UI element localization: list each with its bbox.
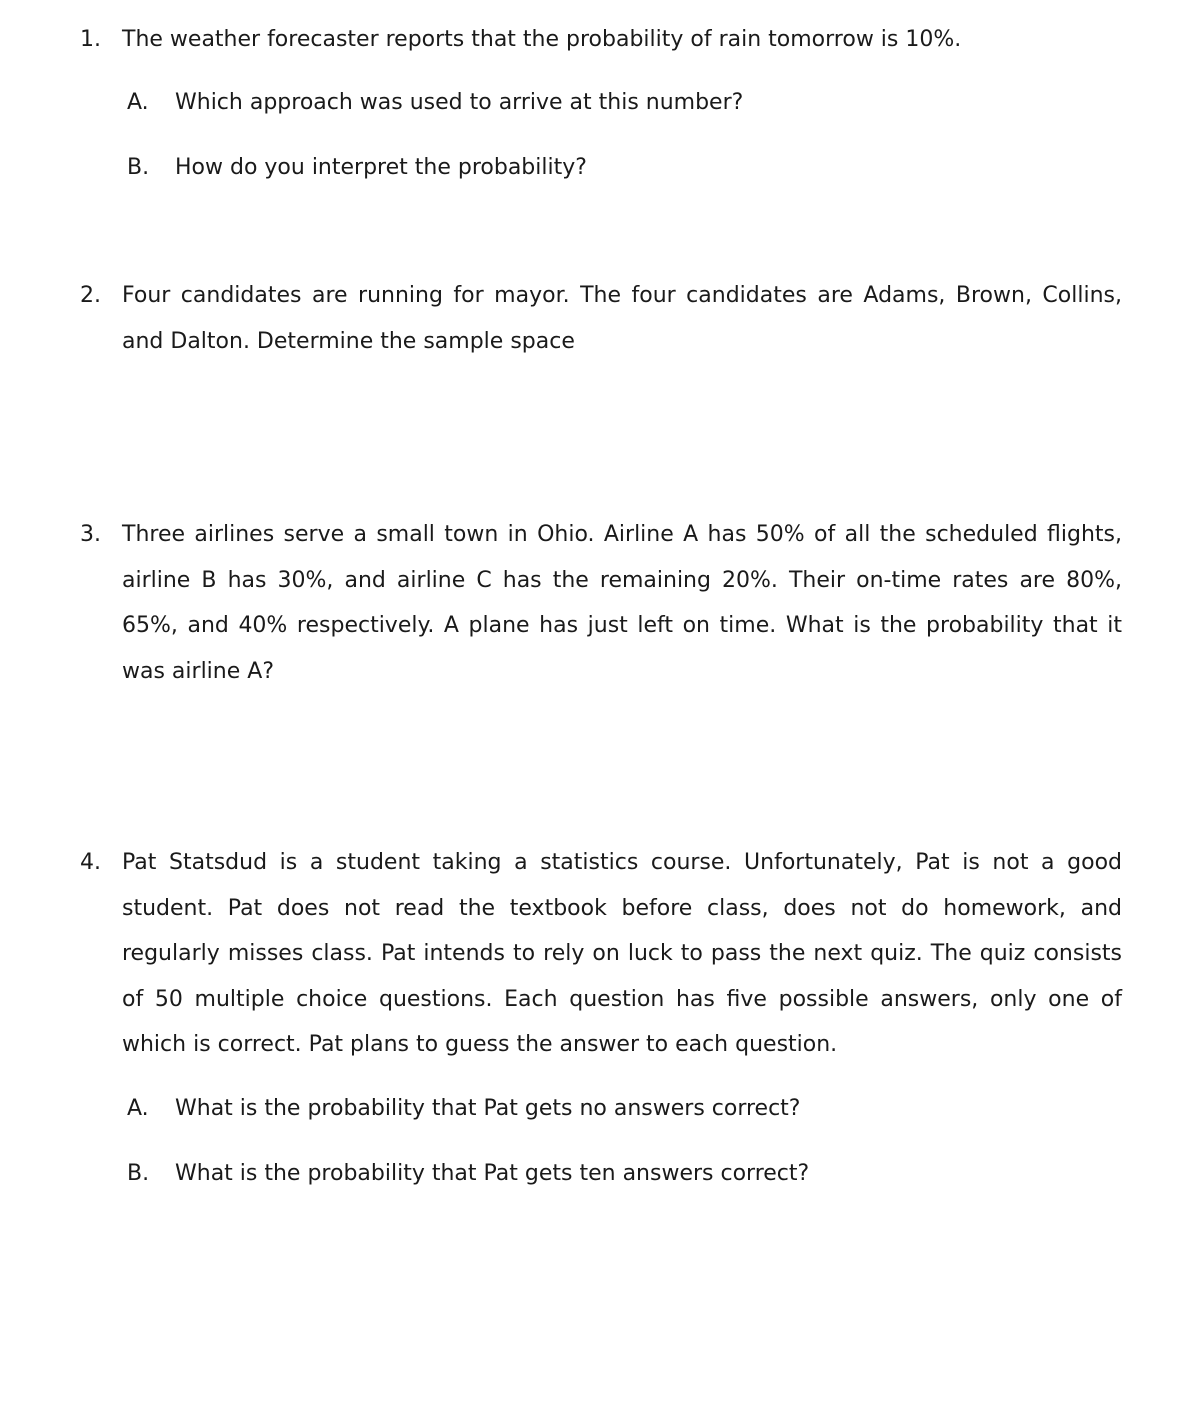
question-text: Four candidates are running for mayor. The four candidates are Adams, Brown, Collins, and Dalton. Determine the sample space xyxy=(122,283,1122,354)
question-1-subpart-a xyxy=(0,80,1198,125)
question-text: The weather forecaster reports that the probability of rain tomorrow is 10%. xyxy=(122,27,962,52)
subpart-letter: B. xyxy=(127,1161,150,1186)
subpart-letter: A. xyxy=(127,1096,149,1121)
question-number: 2. xyxy=(80,283,101,308)
subpart-letter: A. xyxy=(127,90,149,115)
question-text: Pat Statsdud is a student taking a statistics course. Unfortunately, Pat is not a good student. Pat does not read the textbook before class, does not do homework, and regularly misses class. Pat intends to rely on luck to pass the next quiz. The quiz consists of 50 multiple choice questions. Each question has five possible answers, only one of which is correct. Pat plans to guess the answer to each question. xyxy=(122,850,1122,1057)
question-number: 3. xyxy=(80,522,101,547)
subpart-text: How do you interpret the probability? xyxy=(175,155,587,180)
question-number: 1. xyxy=(80,27,101,52)
question-number: 4. xyxy=(80,850,101,875)
question-4-subpart-a xyxy=(0,1086,1198,1131)
subpart-text: Which approach was used to arrive at this number? xyxy=(175,90,744,115)
subpart-letter: B. xyxy=(127,155,150,180)
question-4-subpart-b xyxy=(0,1151,1198,1196)
subpart-text: What is the probability that Pat gets no answers correct? xyxy=(175,1096,801,1121)
subpart-text: What is the probability that Pat gets ten answers correct? xyxy=(175,1161,810,1186)
question-1-subpart-b xyxy=(0,145,1198,190)
question-text: Three airlines serve a small town in Ohio. Airline A has 50% of all the scheduled flights, airline B has 30%, and airline C has the remaining 20%. Their on-time rates are 80%, 65%, and 40% respectively. A plane has just left on time. What is the probability that it was airline A? xyxy=(122,522,1122,684)
